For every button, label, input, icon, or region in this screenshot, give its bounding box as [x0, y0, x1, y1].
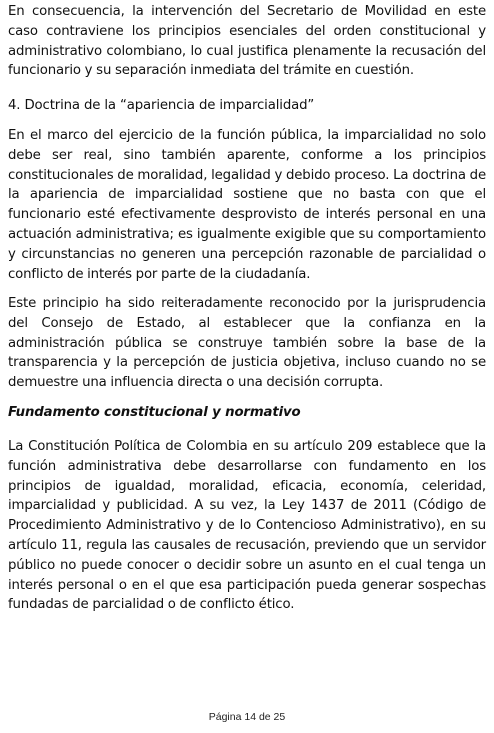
paragraph-doctrina-imparcialidad: En el marco del ejercicio de la función pública, la imparcialidad no solo debe ser real, sino también aparente, conforme a los principios constitucionales de moralidad, legalidad y debido proceso. La doctrina de la apariencia de imparcialidad sostiene que no basta con que el funcionario esté efectivamente desprovisto de interés personal en una actuación administrativa; es igualmente exigible que su comportamiento y circunstancias no generen una percepción razonable de parcialidad o conflicto de interés por parte de la ciudadanía.: [8, 128, 486, 282]
subheading-fundamento-constitucional: Fundamento constitucional y normativo: [8, 405, 301, 420]
paragraph-consejo-de-estado: Este principio ha sido reiteradamente reconocido por la jurisprudencia del Consejo de Estado, al establecer que la confianza en la administración pública se construye también sobre la base de la transparencia y la percepción de justicia objetiva, incluso cuando no se demuestre una influencia directa o una decisión corrupta.: [8, 296, 486, 391]
paragraph-recusacion-conclusion: En consecuencia, la intervención del Secretario de Movilidad en este caso contraviene los principios esenciales del orden constitucional y administrativo colombiano, lo cual justifica plenamente la recusación del funcionario y su separación inmediata del trámite en cuestión.: [8, 4, 486, 79]
paragraph-constitucion-ley-1437: La Constitución Política de Colombia en su artículo 209 establece que la función administrativa debe desarrollarse con fundamento en los principios de igualdad, moralidad, eficacia, economía, celeridad, imparcialidad y publicidad. A su vez, la Ley 1437 de 2011 (Código de Procedimiento Administrativo y de lo Contencioso Administrativo), en su artículo 11, regula las causales de recusación, previendo que un servidor público no puede conocer o decidir sobre un asunto en el cual tenga un interés personal o en el que esa participación pueda generar sospechas fundadas de parcialidad o de conflicto ético.: [8, 439, 486, 613]
page-number-footer: Página 14 de 25: [208, 711, 286, 723]
section-heading-apariencia-imparcialidad: 4. Doctrina de la “apariencia de imparcialidad”: [8, 98, 315, 113]
